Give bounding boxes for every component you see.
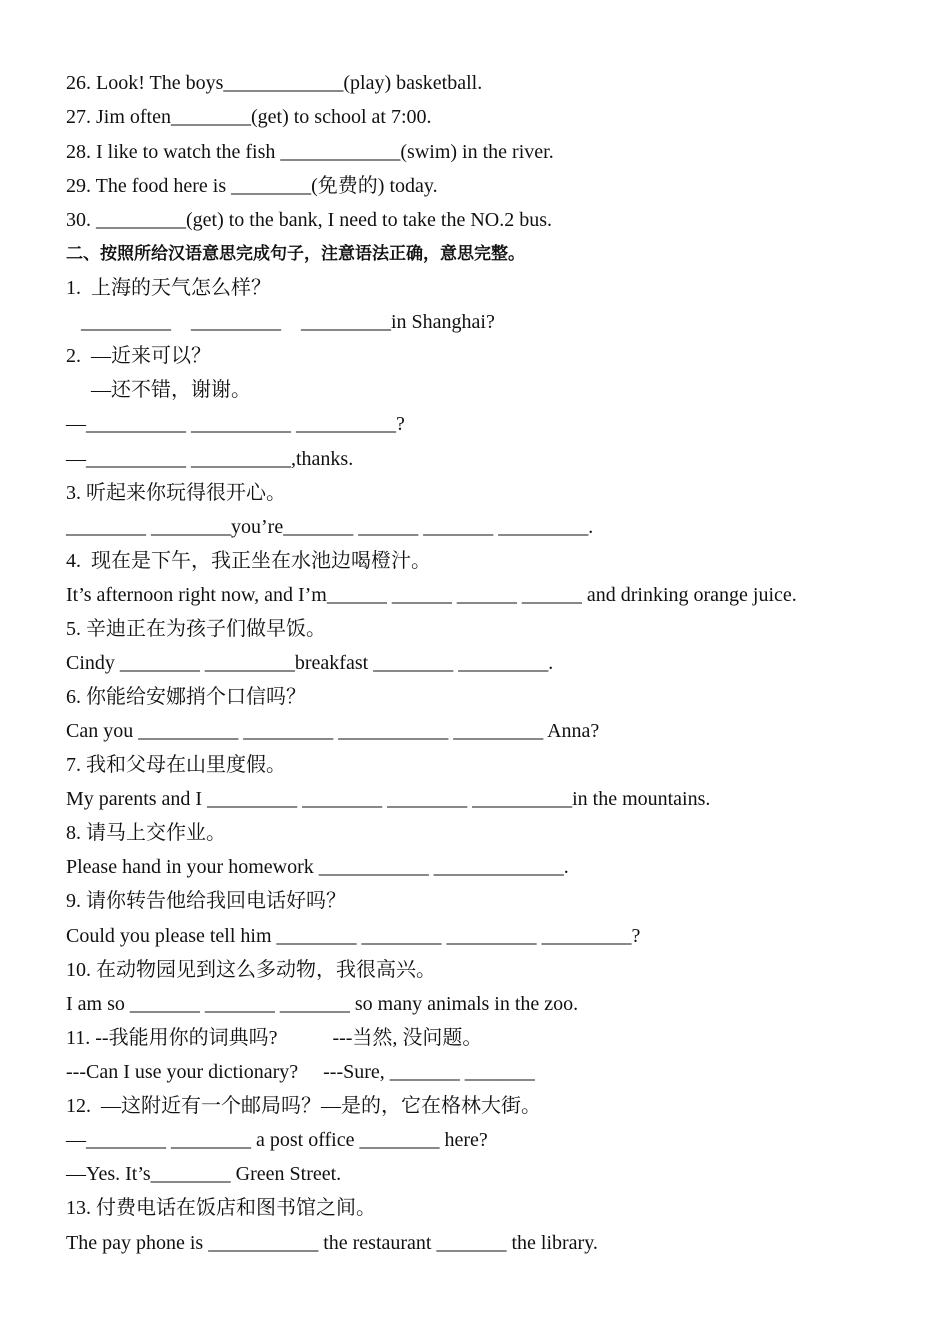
item-11-prompt: 11. --我能用你的词典吗? ---当然, 没问题。	[66, 1027, 483, 1049]
section-heading: 二、按照所给汉语意思完成句子，注意语法正确，意思完整。	[66, 244, 525, 264]
item-6-prompt: 6. 你能给安娜捎个口信吗？	[66, 686, 306, 708]
item-1-answer: _________ _________ _________in Shanghai?	[66, 311, 495, 333]
item-9-answer: Could you please tell him ________ ________ _________ _________?	[66, 925, 641, 947]
item-13-prompt: 13. 付费电话在饭店和图书馆之间。	[66, 1197, 376, 1219]
item-2-prompt: 2. —近来可以？	[66, 345, 211, 367]
item-3-answer: ________ ________you’re_______ ______ _______ _________.	[66, 516, 594, 538]
item-2-answer-b: —__________ __________,thanks.	[66, 448, 354, 470]
item-7-answer: My parents and I _________ ________ ________ __________in the mountains.	[66, 788, 711, 810]
item-8-answer: Please hand in your homework ___________ _____________.	[66, 856, 569, 878]
item-8-prompt: 8. 请马上交作业。	[66, 822, 226, 844]
question-27: 27. Jim often________(get) to school at 7:00.	[66, 106, 432, 128]
item-9-prompt: 9. 请你转告他给我回电话好吗？	[66, 890, 346, 912]
item-3-prompt: 3. 听起来你玩得很开心。	[66, 482, 286, 504]
item-7-prompt: 7. 我和父母在山里度假。	[66, 754, 286, 776]
item-10-answer: I am so _______ _______ _______ so many animals in the zoo.	[66, 993, 579, 1015]
question-28: 28. I like to watch the fish ____________(swim) in the river.	[66, 141, 554, 163]
item-12-answer-b: —Yes. It’s________ Green Street.	[66, 1163, 342, 1185]
item-4-answer: It’s afternoon right now, and I’m______ ______ ______ ______ and drinking orange juice.	[66, 584, 797, 606]
item-10-prompt: 10. 在动物园见到这么多动物，我很高兴。	[66, 959, 436, 981]
question-30: 30. _________(get) to the bank, I need to take the NO.2 bus.	[66, 209, 553, 231]
item-5-answer: Cindy ________ _________breakfast ________ _________.	[66, 652, 554, 674]
item-12-answer: —________ ________ a post office ________ here?	[66, 1129, 488, 1151]
item-2-prompt-b: —还不错，谢谢。	[66, 379, 251, 401]
question-26: 26. Look! The boys____________(play) basketball.	[66, 72, 483, 94]
item-2-answer: —__________ __________ __________?	[66, 413, 405, 435]
item-1-prompt: 1. 上海的天气怎么样？	[66, 277, 271, 299]
question-29: 29. The food here is ________(免费的) today.	[66, 175, 438, 197]
item-11-answer: ---Can I use your dictionary? ---Sure, _______ _______	[66, 1061, 535, 1083]
item-13-answer: The pay phone is ___________ the restaurant _______ the library.	[66, 1232, 598, 1254]
item-12-prompt: 12. —这附近有一个邮局吗？—是的，它在格林大街。	[66, 1095, 541, 1117]
item-5-prompt: 5. 辛迪正在为孩子们做早饭。	[66, 618, 326, 640]
item-6-answer: Can you __________ _________ ___________ _________ Anna?	[66, 720, 600, 742]
item-4-prompt: 4. 现在是下午，我正坐在水池边喝橙汁。	[66, 550, 431, 572]
